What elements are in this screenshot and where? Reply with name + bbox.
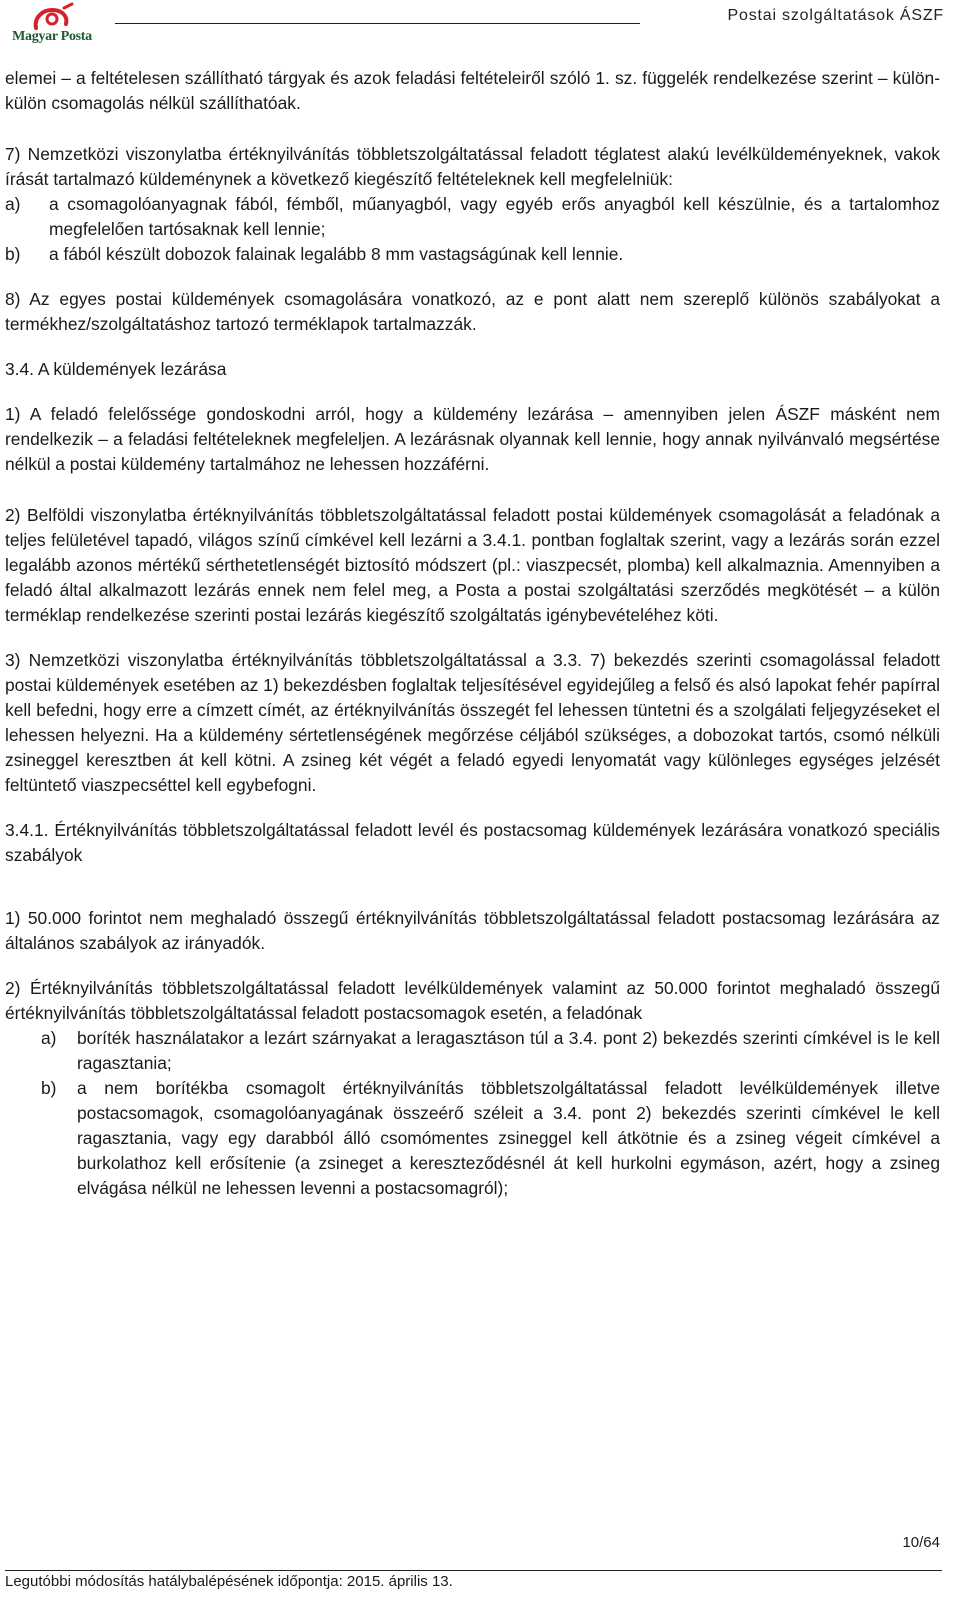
list-item-text: a fából készült dobozok falainak legalább 8 mm vastagságúnak kell lennie. (49, 244, 624, 264)
magyar-posta-logo (12, 2, 92, 54)
paragraph-8: 8) Az egyes postai küldemények csomagolására vonatkozó, az e pont alatt nem szereplő különös szabályokat a termékhez/szolgáltatáshoz tartozó terméklapok tartalmazzák. (5, 289, 940, 334)
list-item-7a (5, 192, 940, 242)
list-item-2b (5, 1076, 940, 1201)
posthorn-icon (12, 2, 92, 32)
list-label: b) (5, 244, 21, 264)
section-heading-3-4: 3.4. A küldemények lezárása (5, 359, 227, 379)
list-label: a) (5, 194, 21, 214)
page-header (0, 0, 960, 56)
logo-wordmark: Magyar Posta (12, 29, 92, 44)
footer-rule (5, 1570, 942, 1571)
list-label: a) (41, 1028, 57, 1048)
effective-date: Legutóbbi módosítás hatálybalépésének időpontja: 2015. április 13. (5, 1573, 453, 1590)
list-item-text: a nem borítékba csomagolt értéknyilvánítás többletszolgáltatással feladott levélküldemények illetve postacsomagok, csomagolóanyagának összeérő széleit a 3.4. pont 2) bekezdés szerinti címkével le kell ragasztania, vagy egy darabból álló csomómentes zsineggel kell átkötnie és a zsineg végeit címkével a burkolathoz kell erősítenie (a zsineget a kereszteződésnél át kell hurkolni egymáson, azért, hogy a zsineg elvágása nélkül ne lehessen levenni a postacsomagról); (77, 1078, 940, 1198)
document-title: Postai szolgáltatások ÁSZF (727, 7, 944, 24)
list-item-2a (5, 1026, 940, 1076)
document-body (5, 66, 940, 1201)
list-item-text: boríték használatakor a lezárt szárnyakat a leragasztáson túl a 3.4. pont 2) bekezdés szerinti címkével is le kell ragasztania; (77, 1028, 940, 1073)
section-3-4-1-paragraph-1: 1) 50.000 forintot nem meghaladó összegű értéknyilvánítás többletszolgáltatással feladott postacsomag lezárására az általános szabályok az irányadók. (5, 908, 940, 953)
paragraph-continuation: elemei – a feltételesen szállítható tárgyak és azok feladási feltételeiről szóló 1. sz. függelék rendelkezése szerint – külön-külön csomagolás nélkül szállíthatóak. (5, 68, 940, 113)
section-3-4-1-paragraph-2: 2) Értéknyilvánítás többletszolgáltatással feladott levélküldemények valamint az 50.000 forintot meghaladó összegű értéknyilvánítás többletszolgáltatással feladott postacsomagok esetén, a feladónak (5, 978, 940, 1023)
header-rule (115, 23, 640, 24)
list-label: b) (41, 1078, 57, 1098)
page-number: 10/64 (902, 1534, 940, 1551)
section-heading-3-4-1: 3.4.1. Értéknyilvánítás többletszolgáltatással feladott levél és postacsomag küldemények lezárására vonatkozó speciális szabályok (5, 820, 940, 865)
list-item-7b (5, 242, 940, 267)
section-3-4-paragraph-2: 2) Belföldi viszonylatba értéknyilvánítás többletszolgáltatással feladott postai küldemények csomagolását a feladónak a teljes felületével tapadó, világos színű címkével kell lezárni a 3.4.1. pontban foglaltak szerint, vagy a lezárás során ezzel legalább azonos mértékű sérthetetlenségét biztosító módszert (pl.: viaszpecsét, plomba) kell alkalmaznia. Amennyiben a feladó által alkalmazott lezárás ennek nem felel meg, a Posta a postai szolgáltatási szerződés megkötését – a külön terméklap rendelkezése szerinti postai lezárás kiegészítő szolgáltatás igénybevételéhez köti. (5, 505, 940, 625)
list-item-text: a csomagolóanyagnak fából, fémből, műanyagból, vagy egyéb erős anyagból kell készülnie, és a tartalomhoz megfelelően tartósaknak kell lennie; (49, 194, 940, 239)
section-3-4-paragraph-3: 3) Nemzetközi viszonylatba értéknyilvánítás többletszolgáltatással a 3.3. 7) bekezdés szerinti csomagolással feladott postai küldemények esetében az 1) bekezdésben foglaltak teljesítésével egyidejűleg a felső és alsó lapokat fehér papírral kell befedni, hogy erre a címzett címét, az értéknyilvánítás összegét fel lehessen tüntetni és a szolgálati feljegyzéseket el lehessen helyezni. Ha a küldemény sértetlenségének megőrzése céljából szükséges, a dobozokat tartós, csomó nélküli zsineggel keresztben át kell kötni. A zsineg két végét a feladó egyedi lenyomatát vagy különleges egységes jelzését feltüntető viaszpecséttel kell egybefogni. (5, 650, 940, 795)
section-3-4-paragraph-1: 1) A feladó felelőssége gondoskodni arról, hogy a küldemény lezárása – amennyiben jelen ÁSZF másként nem rendelkezik – a feladási feltételeknek megfeleljen. A lezárásnak olyannak kell lennie, hogy annak nyilvánvaló megsértése nélkül a postai küldemény tartalmához ne lehessen hozzáférni. (5, 404, 940, 474)
paragraph-7: 7) Nemzetközi viszonylatba értéknyilvánítás többletszolgáltatással feladott téglatest alakú levélküldeményeknek, vakok írását tartalmazó küldeménynek a következő kiegészítő feltételeknek kell megfelelniük: (5, 144, 940, 189)
page-footer (0, 1530, 960, 1597)
